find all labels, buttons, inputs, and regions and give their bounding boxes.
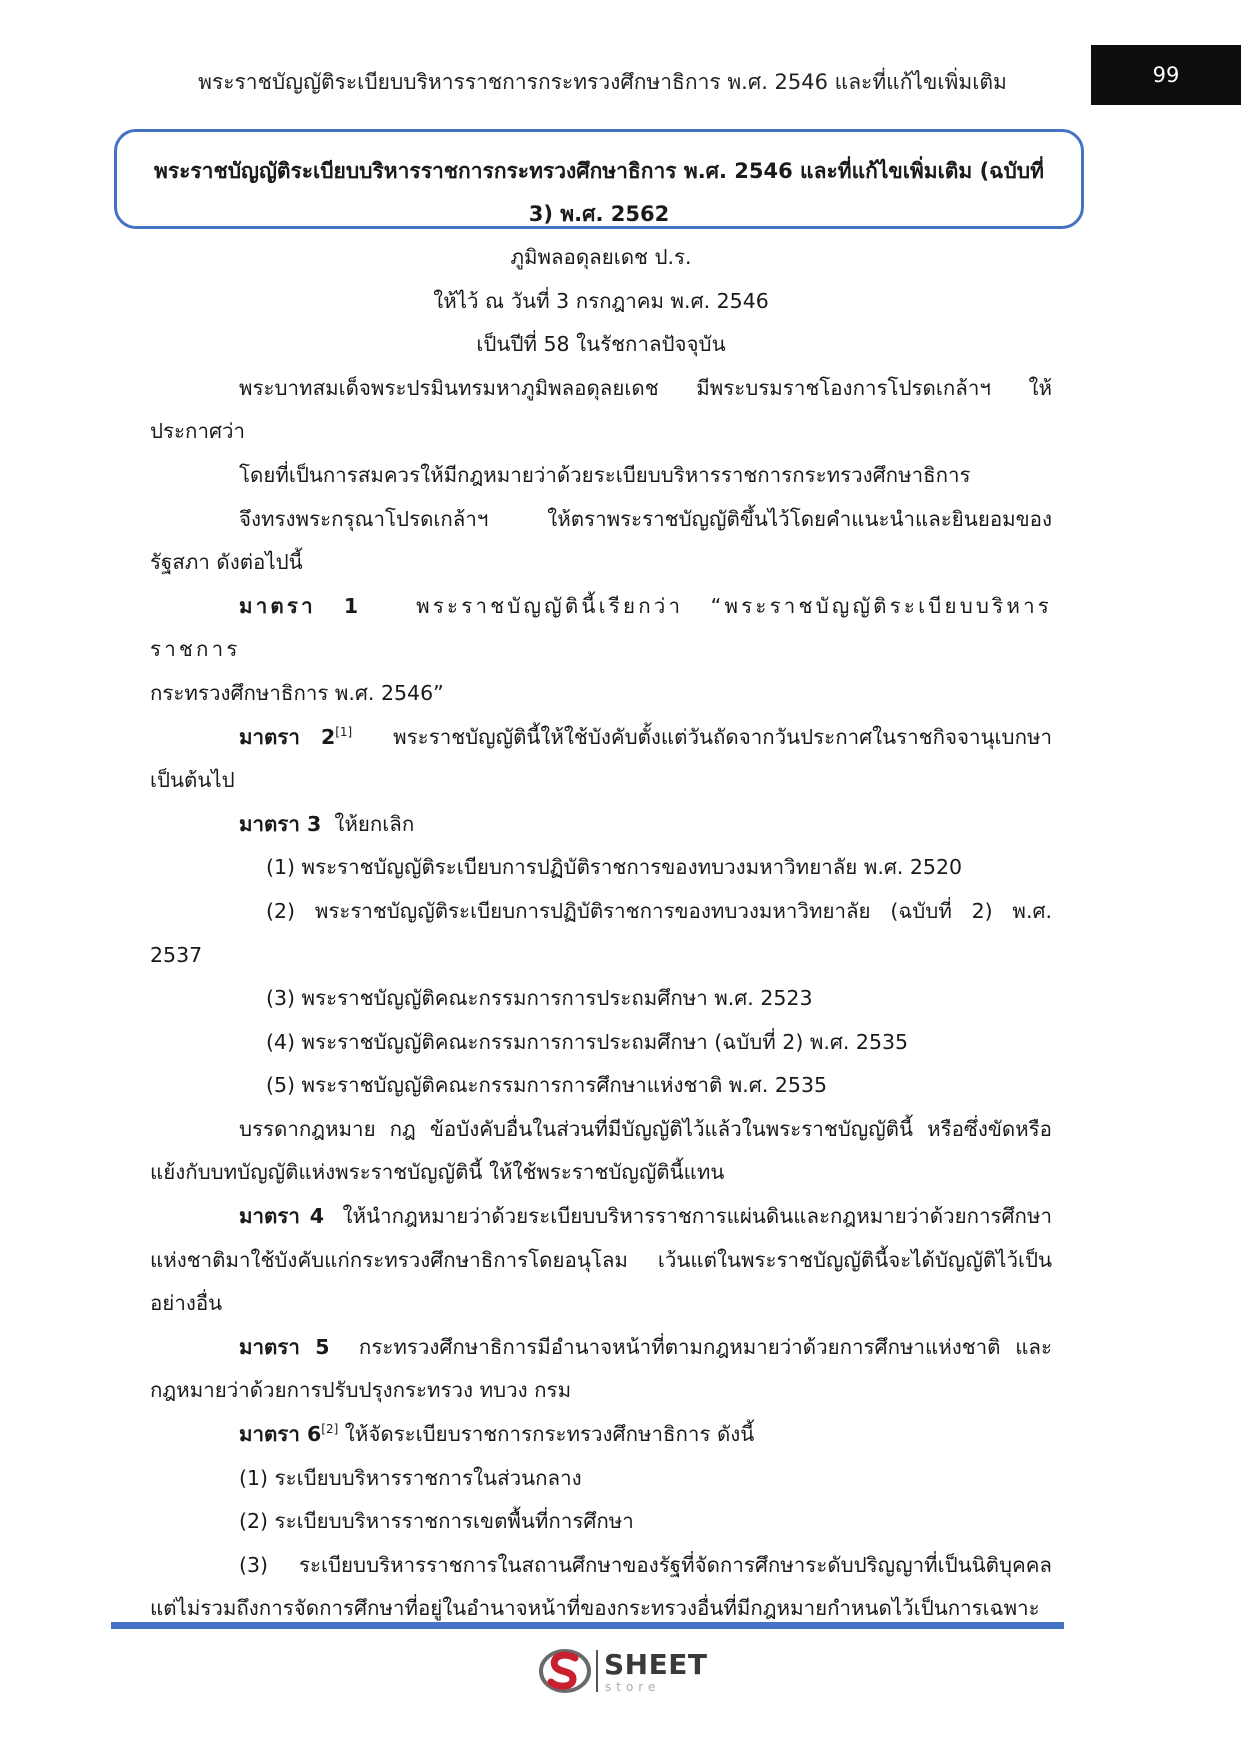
section-2-text: พระราชบัญญัตินี้ให้ใช้บังคับตั้งแต่วันถัดจากวันประกาศในราชกิจจานุเบกษาเป็นต้นไป <box>150 724 1052 793</box>
section-3-item-5: (5) พระราชบัญญัติคณะกรรมการการศึกษาแห่งชาติ พ.ศ. 2535 <box>266 1073 828 1098</box>
section-4-text: ให้นำกฎหมายว่าด้วยระเบียบบริหารราชการแผ่นดินและกฎหมายว่าด้วยการศึกษาแห่งชาติมาใช้บังคับแก่กระทรวงศึกษาธิการโดยอนุโลม เว้นแต่ในพระราชบัญญัตินี้จะได้บัญญัติไว้เป็นอย่างอื่น <box>150 1204 1052 1316</box>
logo-divider <box>596 1650 598 1692</box>
section-3 <box>150 803 1052 847</box>
section-6-item-2: (2) ระเบียบบริหารราชการเขตพื้นที่การศึกษา <box>239 1509 634 1534</box>
enactment-paragraph: จึงทรงพระกรุณาโปรดเกล้าฯ ให้ตราพระราชบัญญัติขึ้นไว้โดยคำแนะนำและยินยอมของรัฐสภา ดังต่อไปนี้ <box>150 506 1052 575</box>
document-title-line-2: 3) พ.ศ. 2562 <box>528 202 670 226</box>
reign-year: เป็นปีที่ 58 ในรัชกาลปัจจุบัน <box>476 332 726 357</box>
section-3-text: ให้ยกเลิก <box>334 811 415 836</box>
logo-subtext: store <box>605 1680 661 1694</box>
section-1-text-continued: กระทรวงศึกษาธิการ พ.ศ. 2546” <box>150 680 444 705</box>
sheet-store-logo <box>537 1646 707 1696</box>
section-3-item-1: (1) พระราชบัญญัติระเบียบการปฏิบัติราชการของทบวงมหาวิทยาลัย พ.ศ. 2520 <box>266 855 963 880</box>
section-4 <box>150 1195 1052 1326</box>
section-1 <box>150 585 1052 672</box>
proclamation-paragraph: พระบาทสมเด็จพระปรมินทรมหาภูมิพลอดุลยเดช มีพระบรมราชโองการโปรดเกล้าฯ ให้ประกาศว่า <box>150 375 1052 444</box>
king-signature: ภูมิพลอดุลยเดช ป.ร. <box>510 245 692 269</box>
document-title-box <box>114 129 1084 229</box>
section-6-text: ให้จัดระเบียบราชการกระทรวงศึกษาธิการ ดังนี้ <box>344 1422 755 1447</box>
given-date: ให้ไว้ ณ วันที่ 3 กรกฎาคม พ.ศ. 2546 <box>433 288 769 313</box>
section-3-item-4: (4) พระราชบัญญัติคณะกรรมการการประถมศึกษา (ฉบับที่ 2) พ.ศ. 2535 <box>266 1029 909 1054</box>
running-header: พระราชบัญญัติระเบียบบริหารราชการกระทรวงศึกษาธิการ พ.ศ. 2546 และที่แก้ไขเพิ่มเติม <box>198 70 1007 94</box>
sheet-store-logo-mark-icon <box>537 1646 593 1696</box>
section-6-item-3: (3) ระเบียบบริหารราชการในสถานศึกษาของรัฐที่จัดการศึกษาระดับปริญญาที่เป็นนิติบุคคลแต่ไม่รวมถึงการจัดการศึกษาที่อยู่ในอำนาจหน้าที่ของกระทรวงอื่นที่มีกฎหมายกำหนดไว้เป็นการเฉพาะ <box>150 1552 1052 1621</box>
section-6-item-1: (1) ระเบียบบริหารราชการในส่วนกลาง <box>239 1465 582 1490</box>
footer-rule <box>111 1622 1064 1629</box>
footnote-ref-2[interactable]: [2] <box>321 1422 339 1437</box>
section-5 <box>150 1326 1052 1413</box>
section-6 <box>150 1413 1052 1457</box>
section-2 <box>150 716 1052 803</box>
section-5-text: กระทรวงศึกษาธิการมีอำนาจหน้าที่ตามกฎหมายว่าด้วยการศึกษาแห่งชาติ และกฎหมายว่าด้วยการปรับปรุงกระทรวง ทบวง กรม <box>150 1334 1052 1403</box>
reason-paragraph: โดยที่เป็นการสมควรให้มีกฎหมายว่าด้วยระเบียบบริหารราชการกระทรวงศึกษาธิการ <box>239 462 971 487</box>
section-1-text: พระราชบัญญัตินี้เรียกว่า “พระราชบัญญัติระเบียบบริหารราชการ <box>150 593 1052 662</box>
section-2-label: มาตรา 2 <box>239 724 336 749</box>
logo-wordmark: SHEET <box>604 1648 708 1681</box>
section-6-label: มาตรา 6 <box>239 1422 322 1447</box>
section-5-label: มาตรา 5 <box>239 1334 330 1359</box>
document-title-line-1: พระราชบัญญัติระเบียบบริหารราชการกระทรวงศึกษาธิการ พ.ศ. 2546 และที่แก้ไขเพิ่มเติม (ฉบับที่ <box>154 159 1044 183</box>
section-3-closing: บรรดากฎหมาย กฎ ข้อบังคับอื่นในส่วนที่มีบัญญัติไว้แล้วในพระราชบัญญัตินี้ หรือซึ่งขัดหรือแย้งกับบทบัญญัติแห่งพระราชบัญญัตินี้ ให้ใช้พระราชบัญญัตินี้แทน <box>150 1116 1052 1185</box>
section-4-label: มาตรา 4 <box>239 1204 325 1229</box>
document-body <box>150 236 1052 1631</box>
section-3-label: มาตรา 3 <box>239 811 322 836</box>
section-3-item-3: (3) พระราชบัญญัติคณะกรรมการการประถมศึกษา พ.ศ. 2523 <box>266 986 813 1011</box>
page-number-tab: 99 <box>1091 45 1241 105</box>
section-3-item-2: (2) พระราชบัญญัติระเบียบการปฏิบัติราชการของทบวงมหาวิทยาลัย (ฉบับที่ 2) พ.ศ. 2537 <box>150 898 1052 967</box>
footnote-ref-1[interactable]: [1] <box>335 724 353 739</box>
section-1-label: มาตรา 1 <box>239 593 362 618</box>
